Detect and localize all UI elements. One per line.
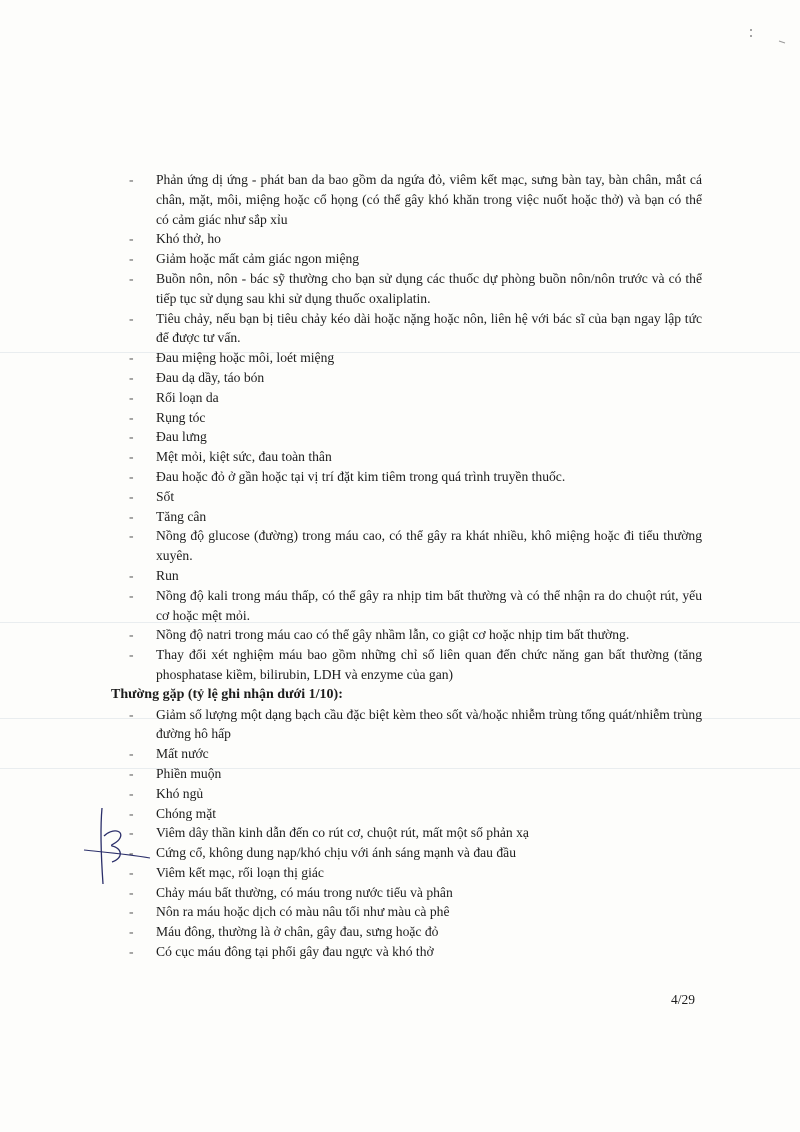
list-item-text: Giảm hoặc mất cảm giác ngon miệng [156, 251, 360, 267]
list-item-text: Run [156, 567, 179, 583]
list-item [127, 427, 702, 447]
list-item [127, 942, 702, 962]
list-item-text: Viêm dây thần kinh dẫn đến co rút cơ, chuột rút, mất một số phản xạ [156, 825, 529, 841]
list-item-text: Đau hoặc đỏ ở gần hoặc tại vị trí đặt kim tiêm trong quá trình truyền thuốc. [156, 468, 566, 484]
bullet-dash: - [129, 429, 134, 445]
list-item [127, 764, 702, 784]
common-side-effects-list [127, 705, 702, 962]
list-item-text: Đau miệng hoặc môi, loét miệng [156, 350, 335, 366]
bullet-dash: - [129, 468, 134, 484]
list-item [127, 269, 702, 309]
bullet-dash: - [129, 251, 134, 267]
list-item-text: Mất nước [156, 746, 209, 762]
list-item [127, 823, 702, 843]
bullet-dash: - [129, 825, 134, 841]
list-item [127, 526, 702, 566]
list-item-text: Nồng độ natri trong máu cao có thể gây nhầm lẫn, co giật cơ hoặc nhịp tim bất thường. [156, 627, 630, 643]
bullet-dash: - [129, 508, 134, 524]
bullet-dash: - [129, 845, 134, 861]
list-item-text: Viêm kết mạc, rối loạn thị giác [156, 864, 324, 880]
page-number: 4/29 [671, 992, 696, 1007]
list-item [127, 388, 702, 408]
list-item [127, 883, 702, 903]
list-item [127, 368, 702, 388]
bullet-dash: - [129, 528, 134, 544]
side-effects-list [127, 170, 702, 685]
list-item-text: Tăng cân [156, 508, 207, 524]
list-item-text: Thay đổi xét nghiệm máu bao gồm những chỉ số liên quan đến chức năng gan bất thường (tăng phosphatase kiềm, bilirubin, LDH và enzyme của gan) [156, 647, 702, 682]
bullet-dash: - [129, 924, 134, 940]
list-item [127, 784, 702, 804]
list-item-text: Phiền muộn [156, 765, 222, 781]
list-item [127, 625, 702, 645]
list-item-text: Đau dạ dầy, táo bón [156, 369, 265, 385]
list-item [127, 170, 702, 229]
list-item [127, 507, 702, 527]
list-item [127, 566, 702, 586]
list-item-text: Có cục máu đông tại phổi gây đau ngực và khó thở [156, 944, 434, 960]
list-item [127, 705, 702, 745]
list-item-text: Nôn ra máu hoặc dịch có màu nâu tối như màu cà phê [156, 904, 450, 920]
list-item-text: Rụng tóc [156, 409, 206, 425]
bullet-dash: - [129, 785, 134, 801]
list-item-text: Giảm số lượng một dạng bạch cầu đặc biệt kèm theo sốt và/hoặc nhiễm trùng tổng quát/nhiễm trùng đường hô hấp [156, 706, 702, 742]
list-item [127, 645, 702, 685]
list-item-text: Cứng cổ, không dung nạp/khó chịu với ánh sáng mạnh và đau đầu [156, 845, 517, 861]
list-item [127, 744, 702, 764]
bullet-dash: - [129, 172, 134, 187]
list-item-text: Chảy máu bất thường, có máu trong nước tiểu và phân [156, 884, 453, 900]
bullet-dash: - [129, 627, 134, 643]
list-item-text: Khó ngủ [156, 785, 204, 801]
list-item-text: Rối loạn da [156, 389, 219, 405]
bullet-dash: - [129, 310, 134, 326]
bullet-dash: - [129, 270, 134, 286]
bullet-dash: - [129, 884, 134, 900]
signature-icon [82, 800, 152, 890]
bullet-dash: - [129, 488, 134, 504]
bullet-dash: - [129, 449, 134, 465]
list-item [127, 309, 702, 349]
list-item-text: Nồng độ kali trong máu thấp, có thể gây ra nhịp tim bất thường và có thể nhận ra do chuột rút, yếu cơ hoặc mệt mỏi. [156, 587, 702, 623]
list-item [127, 229, 702, 249]
bullet-dash: - [129, 864, 134, 880]
list-item [127, 408, 702, 428]
bullet-dash: - [129, 944, 134, 960]
list-item [127, 863, 702, 883]
bullet-dash: - [129, 706, 134, 722]
scan-marks-icon [745, 20, 790, 50]
list-item-text: Đau lưng [156, 429, 207, 445]
list-item-text: Chóng mặt [156, 805, 217, 821]
bullet-dash: - [129, 567, 134, 583]
list-item-text: Tiêu chảy, nếu bạn bị tiêu chảy kéo dài hoặc nặng hoặc nôn, liên hệ với bác sĩ của bạn ngay lập tức để được tư vấn. [156, 310, 702, 346]
list-item [127, 487, 702, 507]
list-item [127, 586, 702, 626]
bullet-dash: - [129, 389, 134, 405]
bullet-dash: - [129, 587, 134, 603]
bullet-dash: - [129, 647, 134, 663]
list-item [127, 843, 702, 863]
list-item-text: Máu đông, thường là ở chân, gây đau, sưng hoặc đỏ [156, 924, 439, 940]
bullet-dash: - [129, 369, 134, 385]
bullet-dash: - [129, 904, 134, 920]
list-item-text: Sốt [156, 488, 175, 504]
list-item-text: Khó thở, ho [156, 231, 221, 247]
bullet-dash: - [129, 231, 134, 247]
list-item [127, 804, 702, 824]
list-item-text: Mệt mỏi, kiệt sức, đau toàn thân [156, 449, 332, 465]
bullet-dash: - [129, 350, 134, 366]
list-item [127, 902, 702, 922]
document-body [111, 170, 702, 962]
section-heading-common: Thường gặp (tỷ lệ ghi nhận dưới 1/10): [111, 686, 343, 702]
list-item-text: Nồng độ glucose (đường) trong máu cao, có thể gây ra khát nhiều, khô miệng hoặc đi tiểu thường xuyên. [156, 528, 702, 564]
list-item [127, 922, 702, 942]
list-item [127, 447, 702, 467]
bullet-dash: - [129, 765, 134, 781]
list-item-text: Buồn nôn, nôn - bác sỹ thường cho bạn sử dụng các thuốc dự phòng buồn nôn/nôn trước và có thể tiếp tục sử dụng sau khi sử dụng thuốc oxaliplatin. [156, 270, 702, 306]
bullet-dash: - [129, 746, 134, 762]
list-item [127, 249, 702, 269]
bullet-dash: - [129, 805, 134, 821]
list-item-text: Phản ứng dị ứng - phát ban da bao gồm da ngứa đỏ, viêm kết mạc, sưng bàn tay, bàn chân, mắt cá chân, mặt, môi, miệng hoặc cổ họng (có thể gây khó khăn trong việc nuốt hoặc thở) và bạn có thể có cảm giác như sắp xỉu [156, 172, 702, 227]
bullet-dash: - [129, 409, 134, 425]
list-item [127, 467, 702, 487]
list-item [127, 348, 702, 368]
